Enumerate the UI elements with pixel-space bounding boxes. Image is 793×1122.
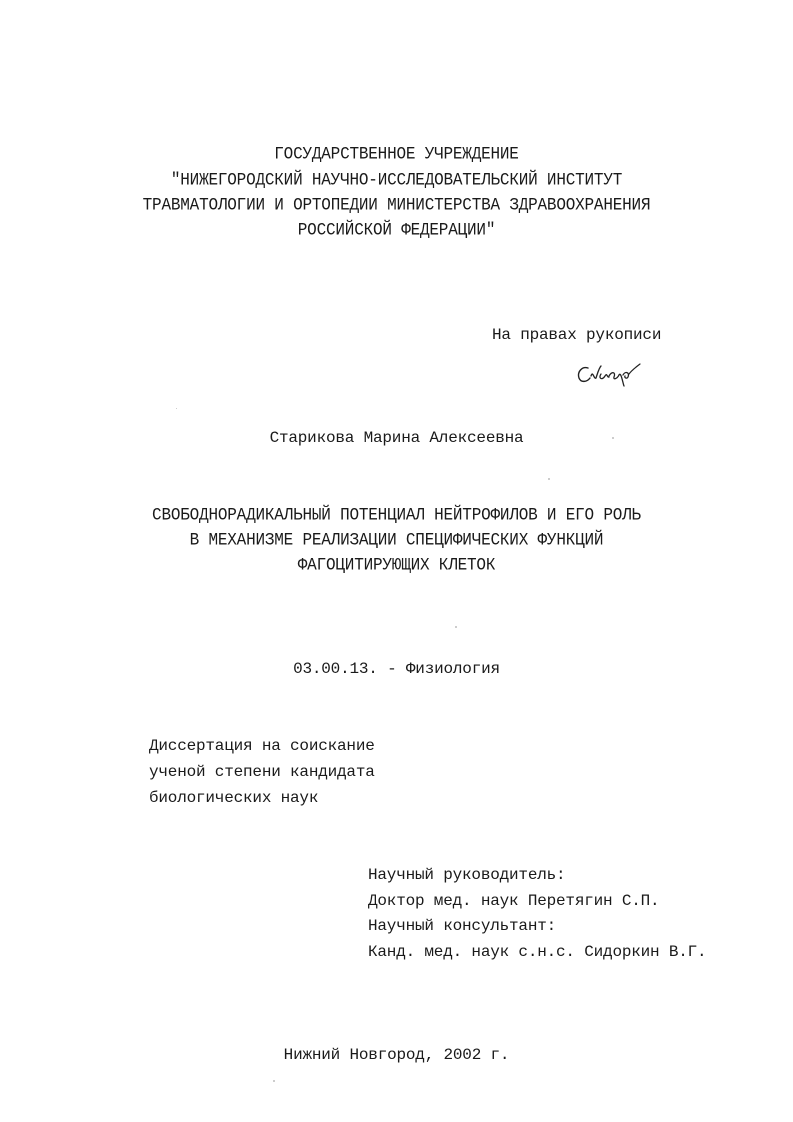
handwritten-signature bbox=[574, 358, 644, 390]
institution-line-2: "НИЖЕГОРОДСКИЙ НАУЧНО-ИССЛЕДОВАТЕЛЬСКИЙ ИНСТИТУТ bbox=[170, 170, 623, 190]
title-line-1: СВОБОДНОРАДИКАЛЬНЫЙ ПОТЕНЦИАЛ НЕЙТРОФИЛОВ И ЕГО РОЛЬ bbox=[152, 505, 641, 525]
title-line-2: В МЕХАНИЗМЕ РЕАЛИЗАЦИИ СПЕЦИФИЧЕСКИХ ФУНКЦИЙ bbox=[189, 530, 604, 550]
degree-line-2: ученой степени кандидата bbox=[149, 763, 375, 781]
degree-line-3: биологических наук bbox=[149, 789, 319, 807]
degree-line-1: Диссертация на соискание bbox=[149, 737, 375, 755]
title-line-3: ФАГОЦИТИРУЮЩИХ КЛЕТОК bbox=[297, 555, 496, 575]
institution-line-4: РОССИЙСКОЙ ФЕДЕРАЦИИ" bbox=[297, 220, 496, 240]
manuscript-note: На правах рукописи bbox=[492, 326, 662, 344]
institution-line-1: ГОСУДАРСТВЕННОЕ УЧРЕЖДЕНИЕ bbox=[274, 144, 519, 164]
institution-line-3: ТРАВМАТОЛОГИИ И ОРТОПЕДИИ МИНИСТЕРСТВА ЗДРАВООХРАНЕНИЯ bbox=[142, 195, 651, 215]
city-year-footer: Нижний Новгород, 2002 г. bbox=[283, 1046, 510, 1064]
supervisor-name: Доктор мед. наук Перетягин С.П. bbox=[368, 892, 660, 910]
supervisor-label: Научный руководитель: bbox=[368, 866, 566, 884]
consultant-label: Научный консультант: bbox=[368, 917, 557, 935]
author-name: Старикова Марина Алексеевна bbox=[269, 429, 524, 447]
scan-speck bbox=[176, 408, 177, 409]
scan-speck bbox=[548, 478, 550, 480]
specialty-code: 03.00.13. - Физиология bbox=[293, 660, 500, 678]
scan-speck bbox=[612, 437, 614, 439]
scan-speck bbox=[273, 1080, 275, 1082]
scan-speck bbox=[455, 626, 457, 628]
consultant-name: Канд. мед. наук с.н.с. Сидоркин В.Г. bbox=[368, 943, 707, 961]
